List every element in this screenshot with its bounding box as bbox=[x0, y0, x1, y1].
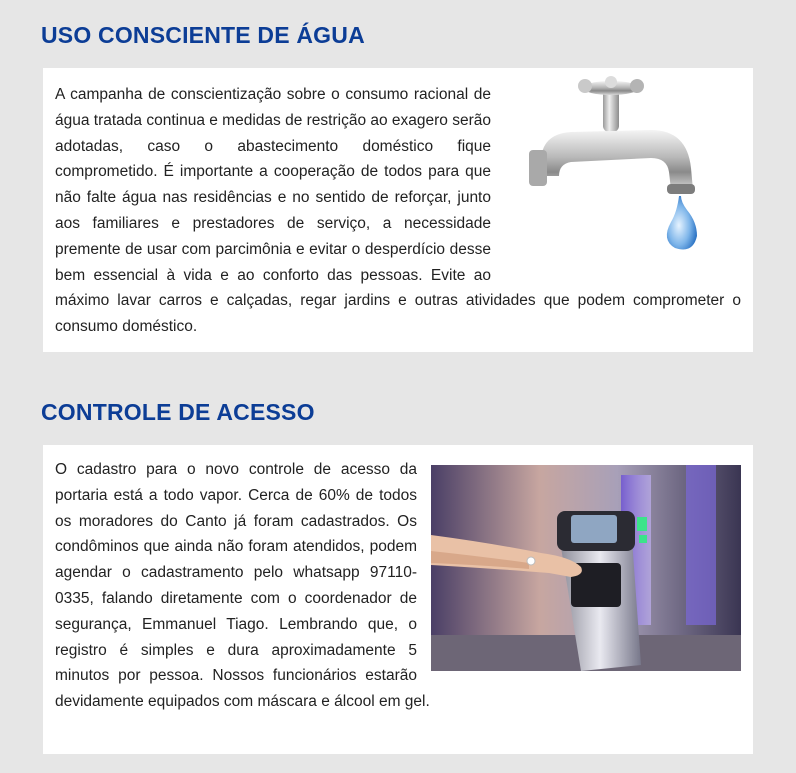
section-title-access: CONTROLE DE ACESSO bbox=[41, 399, 315, 425]
faucet-image bbox=[511, 72, 741, 272]
section-title-water: USO CONSCIENTE DE ÁGUA bbox=[41, 22, 365, 48]
fingerprint-turnstile-photo bbox=[431, 465, 741, 671]
water-article-text: A campanha de conscientização sobre o consumo racional de água tratada continua e medidas de restrição ao exagero serão adotadas, caso o abastecimento doméstico fique comprometido. É importante a cooperação de todos para que não falte água nas residências e no sentido de reforçar, junto aos familiares e prestadores de serviço, a necessidade premente de usar com parcimônia e evitar o desperdício desse bem essencial à vida e ao conforto das pessoas. Evite ao máximo lavar carros e calçadas, regar jardins e outras atividades que podem comprometer o consumo doméstico. bbox=[55, 86, 741, 336]
access-article-card bbox=[43, 445, 753, 754]
water-article-card bbox=[43, 68, 753, 352]
access-article-text: O cadastro para o novo controle de acesso da portaria está a todo vapor. Cerca de 60% de todos os moradores do Canto já foram cadastrados. Os condôminos que ainda não foram atendidos, podem agendar o cadastramento pelo whatsapp 97110-0335, falando diretamente com o coordenador de segurança, Emmanuel Tiago. Lembrando que, o registro é simples e dura aproximadamente 5 minutos por pessoa. Nossos funcionários estarão devidamente equipados com máscara e álcool em gel. bbox=[55, 461, 430, 711]
faucet-water-drop-icon bbox=[511, 72, 741, 272]
turnstile-image bbox=[431, 465, 741, 671]
